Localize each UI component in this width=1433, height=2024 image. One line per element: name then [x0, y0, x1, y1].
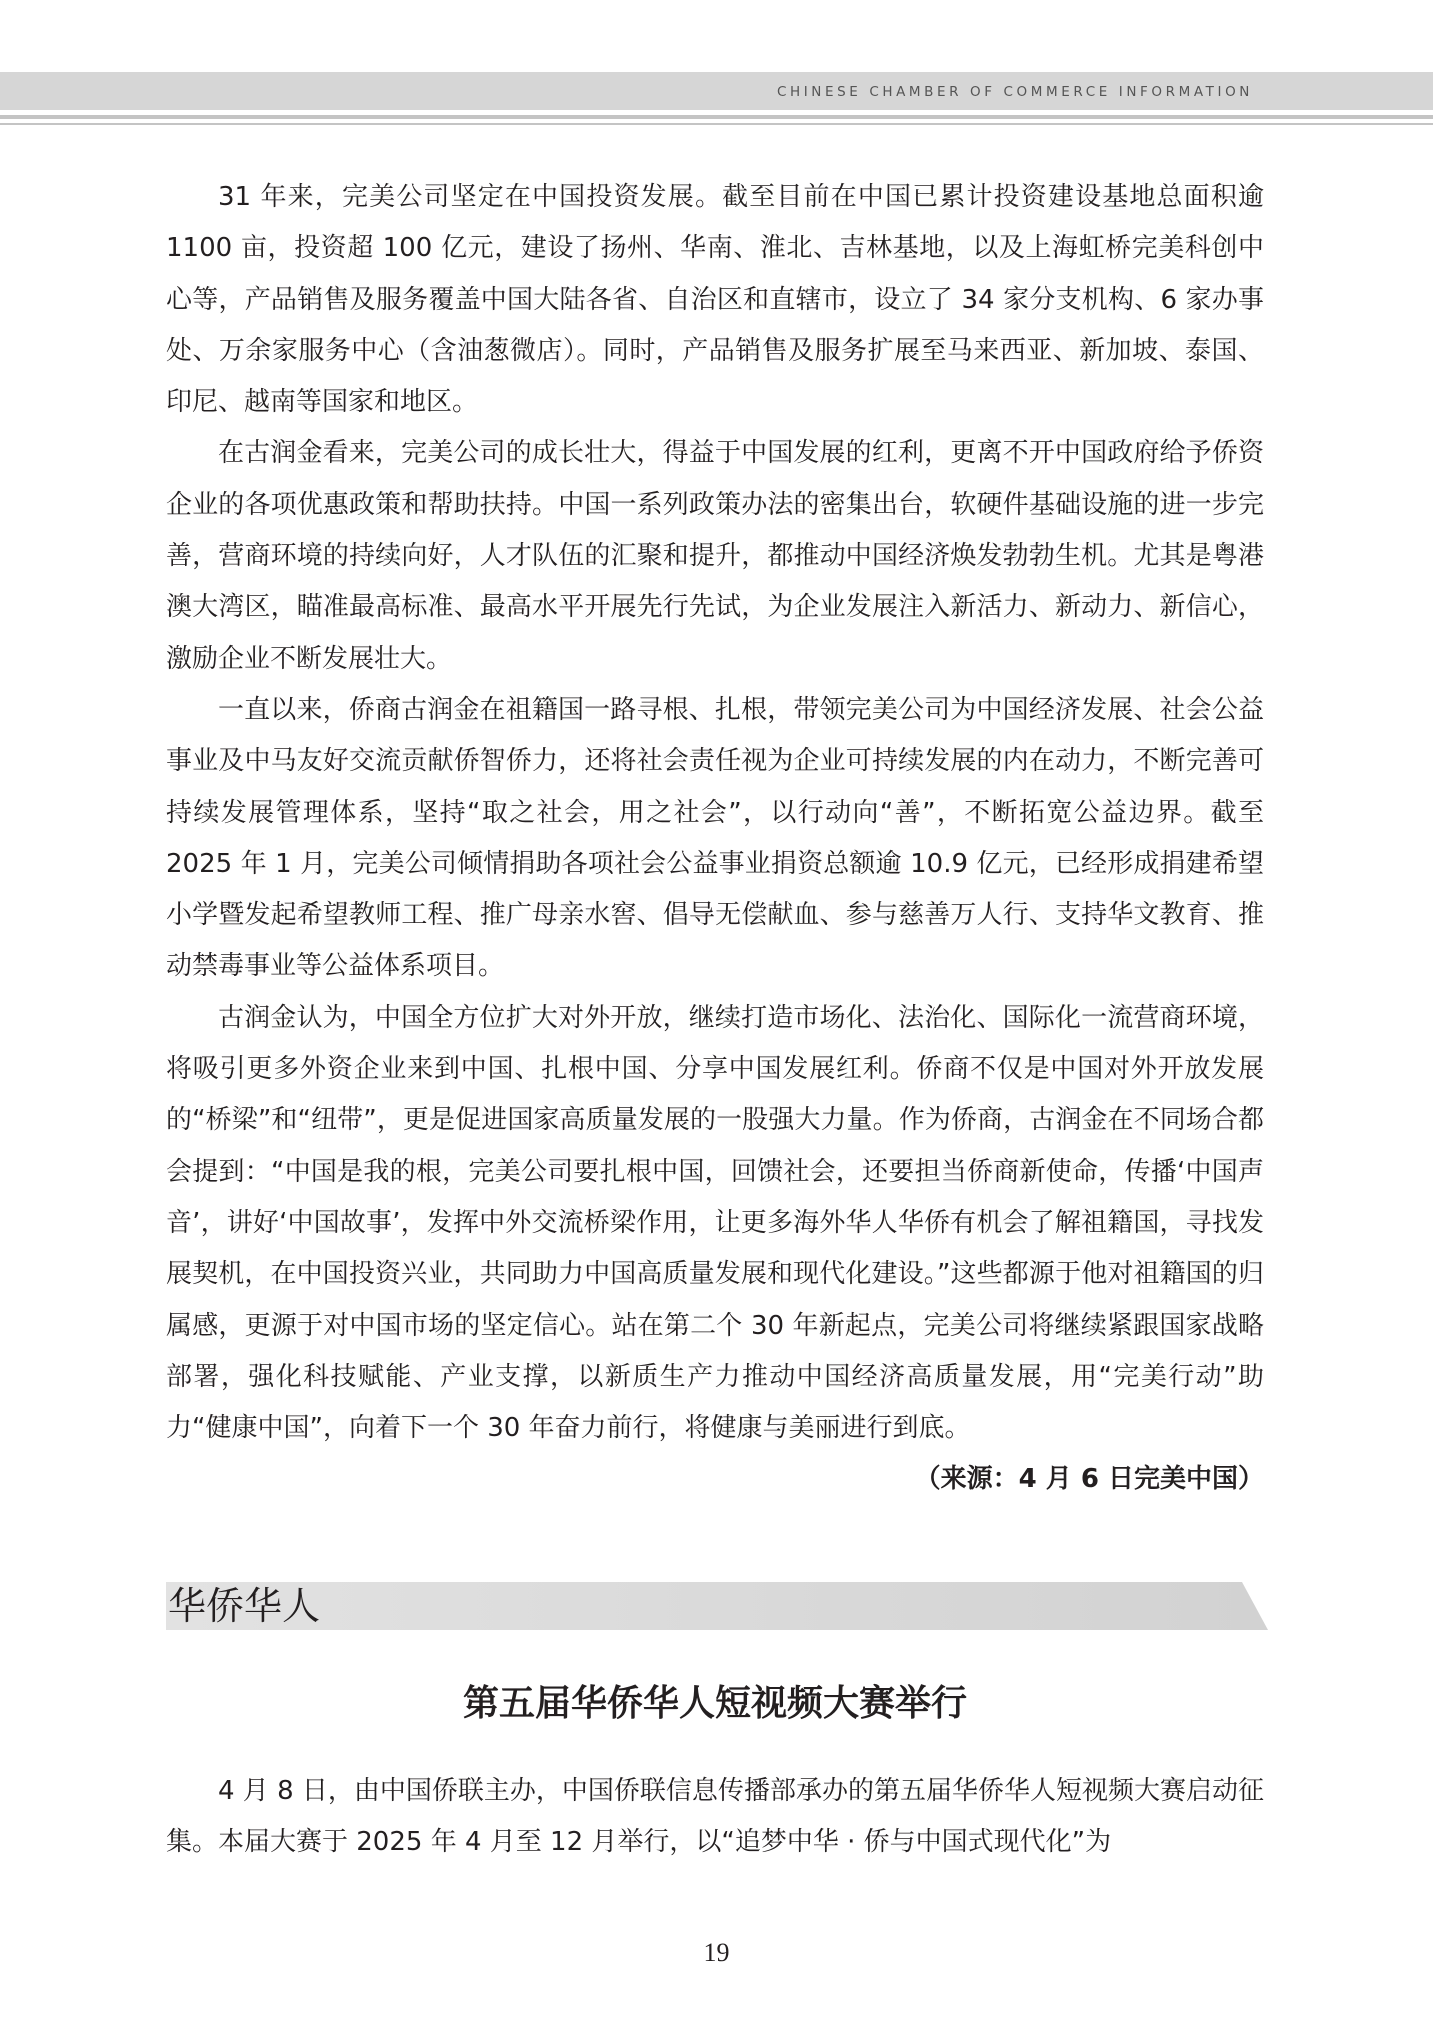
header-divider-thin — [0, 123, 1433, 125]
paragraph: 31 年来，完美公司坚定在中国投资发展。截至目前在中国已累计投资建设基地总面积逾 1100 亩，投资超 100 亿元，建设了扬州、华南、淮北、吉林基地，以及上海虹桥完美科创中心等，产品销售及服务覆盖中国大陆各省、自治区和直辖市，设立了 34 家分支机构、6 家办事处、万余家服务中心（含油葱微店）。同时，产品销售及服务扩展至马来西亚、新加坡、泰国、印尼、越南等国家和地区。 — [166, 182, 1264, 418]
article-title: 第五届华侨华人短视频大赛举行 — [462, 1683, 967, 1724]
paragraph — [166, 993, 1264, 1495]
paragraph: 在古润金看来，完美公司的成长壮大，得益于中国发展的红利，更离不开中国政府给予侨资企业的各项优惠政策和帮助扶持。中国一系列政策办法的密集出台，软硬件基础设施的进一步完善，营商环境的持续向好，人才队伍的汇聚和提升，都推动中国经济焕发勃勃生机。尤其是粤港澳大湾区，瞄准最高标准、最高水平开展先行先试，为企业发展注入新活力、新动力、新信心，激励企业不断发展壮大。 — [166, 438, 1264, 674]
paragraph: 一直以来，侨商古润金在祖籍国一路寻根、扎根，带领完美公司为中国经济发展、社会公益事业及中马友好交流贡献侨智侨力，还将社会责任视为企业可持续发展的内在动力，不断完善可持续发展管理体系，坚持“取之社会，用之社会”，以行动向“善”，不断拓宽公益边界。截至 2025 年 1 月，完美公司倾情捐助各项社会公益事业捐资总额逾 10.9 亿元，已经形成捐建希望小学暨发起希望教师工程、推广母亲水窖、倡导无偿献血、参与慈善万人行、支持华文教育、推动禁毒事业等公益体系项目。 — [166, 694, 1264, 982]
publication-name: CHINESE CHAMBER OF COMMERCE INFORMATION — [776, 84, 1253, 100]
source-note: （来源：4 月 6 日完美中国） — [914, 1464, 1264, 1495]
article-body-2 — [166, 1766, 1264, 1869]
paragraph-text: 古润金认为，中国全方位扩大对外开放，继续打造市场化、法治化、国际化一流营商环境，将吸引更多外资企业来到中国、扎根中国、分享中国发展红利。侨商不仅是中国对外开放发展的“桥梁”和“纽带”，更是促进国家高质量发展的一股强大力量。作为侨商，古润金在不同场合都会提到：“中国是我的根，完美公司要扎根中国，回馈社会，还要担当侨商新使命，传播‘中国声音’，讲好‘中国故事’，发挥中外交流桥梁作用，让更多海外华人华侨有机会了解祖籍国，寻找发展契机，在中国投资兴业，共同助力中国高质量发展和现代化建设。”这些都源于他对祖籍国的归属感，更源于对中国市场的坚定信心。站在第二个 30 年新起点，完美公司将继续紧跟国家战略部署，强化科技赋能、产业支撑，以新质生产力推动中国经济高质量发展，用“完美行动”助力“健康中国”，向着下一个 30 年奋力前行，将健康与美丽进行到底。 — [166, 1002, 1264, 1444]
section-band — [166, 1582, 1268, 1630]
article-body — [166, 172, 1264, 1506]
paragraph: 4 月 8 日，由中国侨联主办，中国侨联信息传播部承办的第五届华侨华人短视频大赛启动征集。本届大赛于 2025 年 4 月至 12 月举行，以“追梦中华 · 侨与中国式现代化”为 — [166, 1776, 1264, 1858]
page-number: 19 — [703, 1938, 730, 1967]
header-divider — [0, 115, 1433, 119]
section-title: 华侨华人 — [168, 1584, 321, 1628]
